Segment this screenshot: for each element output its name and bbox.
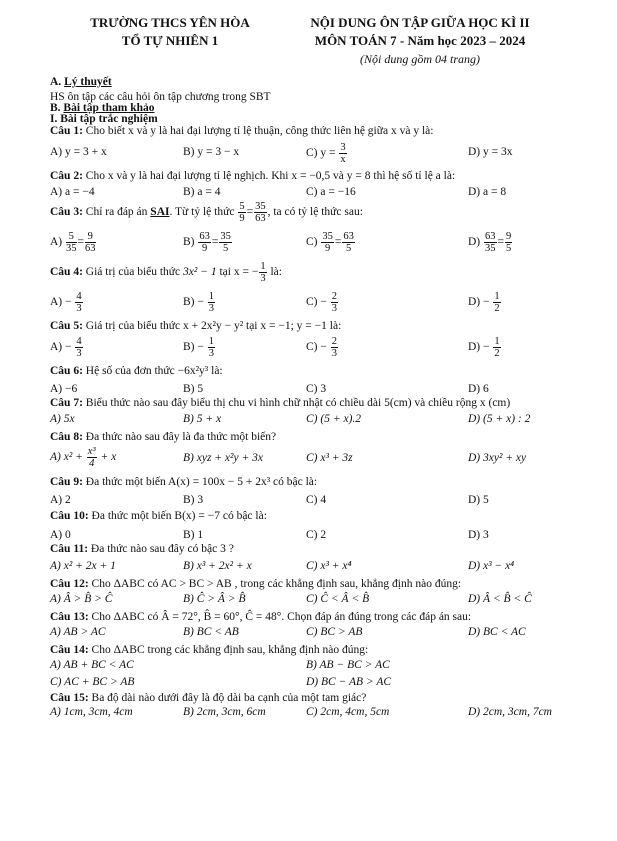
question-5 [50, 320, 590, 332]
numerator: 5 [239, 201, 245, 212]
fraction [85, 231, 96, 254]
doc-note: (Nội dung gồm 04 trang) [360, 52, 480, 66]
fraction [493, 336, 500, 359]
question-label: Câu 15: [50, 692, 89, 704]
question-9 [50, 476, 590, 488]
fraction [342, 231, 355, 254]
answer-a: A) 0 [50, 529, 71, 541]
expression: 3x² − 1 [183, 266, 217, 279]
section-b-title: Bài tập tham khảo [63, 102, 155, 114]
question-text: Giá trị của biểu thức x + 2x²y − y² tại x = −1; y = −1 là: [85, 320, 342, 332]
answer-b: B) 1 [183, 529, 204, 541]
question-label: Câu 4: [50, 266, 83, 279]
question-label: Câu 8: [50, 431, 83, 443]
school-name: TRƯỜNG THCS YÊN HÒA [90, 15, 250, 30]
question-8 [50, 431, 590, 443]
answer-d: D) x³ − x⁴ [468, 560, 515, 572]
answer-b: B) 5 [183, 383, 204, 395]
answers-7 [50, 413, 590, 427]
fraction [339, 142, 346, 165]
answer-b: B) a = 4 [183, 186, 221, 198]
numerator: 35 [322, 231, 333, 242]
question-12 [50, 578, 590, 590]
denominator: 5 [346, 243, 352, 254]
answer-c: C) (5 + x).2 [306, 413, 362, 425]
question-1 [50, 125, 590, 137]
denominator: 9 [325, 243, 331, 254]
answer-d: D) 3xy² + xy [468, 452, 527, 464]
answer-b: B) $\frac{63}{9}$ = $\frac{35}{5}$ [183, 231, 231, 254]
question-label: Câu 1: [50, 125, 83, 137]
answer-c: C) 2 [306, 529, 327, 541]
answer-c: C) x³ + 3z [306, 452, 353, 464]
question-text: Cho biết x và y là hai đại lượng tỉ lệ thuận, công thức liên hệ giữa x và y là: [85, 125, 434, 137]
fraction [208, 336, 215, 359]
question-label: Câu 9: [50, 476, 83, 488]
question-text: Chỉ ra đáp án [85, 206, 148, 219]
numerator: 9 [506, 231, 512, 242]
fraction [208, 291, 215, 314]
answer-d: D) − $\frac{1}{2}$ [468, 291, 500, 314]
fraction [198, 231, 211, 254]
answer-b: B) − $\frac{1}{3}$ [183, 336, 214, 359]
numerator: 63 [199, 231, 210, 242]
question-text: Đa thức một biến B(x) = −7 có bậc là: [91, 510, 267, 522]
question-text: Đa thức một biến A(x) = 100x − 5 + 2x³ có bậc là: [85, 476, 318, 488]
answers-10 [50, 529, 590, 543]
fraction [484, 231, 497, 254]
header-right [280, 14, 560, 68]
answers-2 [50, 186, 590, 200]
answer-b: B) 2cm, 3cm, 6cm [183, 706, 266, 718]
answer-b: B) AB − BC > AC [306, 659, 390, 671]
answer-d: D) BC < AC [468, 626, 526, 638]
question-text-mid: . Từ tỷ lệ thức [169, 206, 235, 219]
fraction [75, 336, 82, 359]
numerator: 63 [343, 231, 354, 242]
question-text: Cho ΔABC có AC > BC > AB , trong các khẳng định sau, khẳng định nào đúng: [91, 578, 462, 590]
answers-4 [50, 291, 590, 317]
question-text: Đa thức nào sau đây là đa thức một biến? [85, 431, 277, 443]
fraction [331, 291, 338, 314]
question-10 [50, 510, 590, 522]
answer-b: B) 3 [183, 494, 204, 506]
question-label: Câu 10: [50, 510, 89, 522]
answer-a: A) AB + BC < AC [50, 659, 134, 671]
question-label: Câu 2: [50, 170, 83, 182]
numerator: 1 [208, 291, 214, 302]
numerator: 2 [331, 291, 337, 302]
answer-a: A) − $\frac{4}{3}$ [50, 291, 82, 314]
group-name: TỔ TỰ NHIÊN 1 [121, 33, 219, 48]
answer-c: C) AC + BC > AB [50, 676, 135, 688]
question-text: Giá trị của biểu thức [85, 266, 181, 279]
section-1-heading: I. Bài tập trắc nghiệm [50, 113, 158, 125]
answers-5 [50, 336, 590, 362]
section-a-prefix: A. [50, 76, 62, 88]
denominator: 35 [66, 243, 77, 254]
answer-d: D) y = 3x [468, 146, 513, 158]
answer-c: C) Ĉ < Â < B̂ [306, 593, 370, 605]
emphasis-sai: SAI [150, 206, 170, 219]
answer-c: C) $\frac{35}{9}$ = $\frac{63}{5}$ [306, 231, 354, 254]
question-text-mid: tại x = − [219, 266, 259, 279]
fraction [254, 201, 267, 224]
question-14 [50, 644, 590, 656]
answer-d: D) − $\frac{1}{2}$ [468, 336, 500, 359]
answers-14-row2 [50, 676, 590, 690]
numerator: 1 [208, 336, 214, 347]
question-label: Câu 14: [50, 644, 89, 656]
fraction [219, 231, 232, 254]
answer-a: A) AB > AC [50, 626, 106, 638]
answers-8 [50, 446, 590, 472]
answers-14-row1 [50, 659, 590, 673]
numerator: 9 [85, 231, 96, 243]
denominator: 9 [239, 213, 245, 224]
answer-a: A) 2 [50, 494, 71, 506]
denominator: 63 [85, 243, 96, 254]
question-3: Câu 3: Chỉ ra đáp án SAI. Từ tỷ lệ thức $\frac{5}{9}$ = $\frac{35}{63}$ , ta có tỷ lệ thức sau: [50, 201, 363, 224]
denominator: 63 [255, 213, 266, 224]
answer-c: C) 3 [306, 383, 327, 395]
fraction [259, 261, 266, 284]
question-text-post: là: [270, 266, 282, 279]
answers-3 [50, 231, 590, 257]
question-text-post: , ta có tỷ lệ thức sau: [267, 206, 363, 219]
denominator: 3 [208, 348, 214, 359]
question-6 [50, 365, 590, 377]
answer-b: B) Ĉ > Â > B̂ [183, 593, 246, 605]
fraction [66, 231, 77, 254]
fraction [493, 291, 500, 314]
question-text: Biểu thức nào sau đây biểu thị chu vi hình chữ nhật có chiều dài 5(cm) và chiều rộng x (cm) [85, 397, 511, 409]
answer-c: C) 4 [306, 494, 327, 506]
answer-c: C) − $\frac{2}{3}$ [306, 336, 337, 359]
denominator: 3 [331, 303, 337, 314]
answers-6 [50, 383, 590, 397]
question-label: Câu 5: [50, 320, 83, 332]
answer-d: D) (5 + x) : 2 [468, 413, 531, 425]
numerator: 1 [260, 261, 266, 272]
answer-d: D) 5 [468, 494, 489, 506]
answer-b: B) xyz + x²y + 3x [183, 452, 263, 464]
fraction [75, 291, 82, 314]
answer-a: A) y = 3 + x [50, 146, 107, 158]
question-label: Câu 3: [50, 206, 83, 219]
fraction [505, 231, 512, 254]
denominator: 5 [506, 243, 512, 254]
answers-1 [50, 142, 590, 164]
numerator: 1 [494, 291, 500, 302]
answers-11 [50, 560, 590, 574]
fraction [238, 201, 245, 224]
answer-d: D) 3 [468, 529, 489, 541]
numerator: 1 [494, 336, 500, 347]
answer-c: C) − $\frac{2}{3}$ [306, 291, 337, 314]
answer-b: B) x³ + 2x² + x [183, 560, 252, 572]
doc-title: NỘI DUNG ÔN TẬP GIỮA HỌC KÌ II [310, 15, 530, 30]
denominator: x [340, 154, 346, 165]
numerator: 2 [331, 336, 337, 347]
section-b-prefix: B. [50, 102, 61, 114]
question-text: Cho ΔABC trong các khẳng định sau, khẳng định nào đúng: [91, 644, 369, 656]
answer-b: B) y = 3 − x [183, 146, 240, 158]
answers-13 [50, 626, 590, 640]
numerator: 35 [220, 231, 231, 242]
numerator: 4 [76, 291, 82, 302]
answer-a-post: + x [100, 451, 117, 464]
denominator: 2 [494, 303, 500, 314]
document-body [50, 76, 590, 718]
answer-a: A) $\frac{5}{35}$ = $\frac{9}{63}$ [50, 231, 96, 254]
answer-b: B) − $\frac{1}{3}$ [183, 291, 214, 314]
answer-d: D) 6 [468, 383, 489, 395]
denominator: 3 [76, 303, 82, 314]
answer-c-lhs: y = [320, 147, 336, 160]
question-2 [50, 170, 590, 182]
answers-9 [50, 494, 590, 508]
answer-c: C) a = −16 [306, 186, 356, 198]
answer-c [306, 142, 348, 165]
answer-d: D) $\frac{63}{35}$ = $\frac{9}{5}$ [468, 231, 512, 254]
answer-d: D) Â < B̂ < Ĉ [468, 593, 532, 605]
fraction [321, 231, 334, 254]
answer-a: A) −6 [50, 383, 78, 395]
question-label: Câu 6: [50, 365, 83, 377]
answer-c: C) BC > AB [306, 626, 363, 638]
fraction [331, 336, 338, 359]
answers-12 [50, 593, 590, 607]
answer-a: A) x² + 2x + 1 [50, 560, 116, 572]
answer-d: D) 2cm, 3cm, 7cm [468, 706, 552, 718]
denominator: 3 [260, 273, 266, 284]
question-7 [50, 397, 590, 409]
answer-c: C) 2cm, 4cm, 5cm [306, 706, 390, 718]
denominator: 2 [494, 348, 500, 359]
numerator: 3 [340, 142, 346, 153]
question-text: Đa thức nào sau đây có bậc 3 ? [90, 543, 234, 555]
answer-a-pre: A) x² + [50, 451, 83, 464]
answer-a: A) 5x [50, 413, 75, 425]
question-label: Câu 12: [50, 578, 89, 590]
answer-a [50, 446, 116, 469]
denominator: 3 [208, 303, 214, 314]
denominator: 4 [89, 458, 95, 469]
numerator: 5 [66, 231, 77, 243]
answer-d: D) a = 8 [468, 186, 507, 198]
question-13 [50, 611, 590, 623]
fraction [87, 446, 97, 469]
denominator: 35 [485, 243, 496, 254]
denominator: 5 [223, 243, 229, 254]
numerator: 63 [485, 231, 496, 242]
denominator: 3 [331, 348, 337, 359]
question-text: Cho x và y là hai đại lượng tỉ lệ nghịch. Khi x = −0,5 và y = 8 thì hệ số tỉ lệ a là: [85, 170, 456, 182]
section-a-heading [50, 76, 590, 88]
answer-c: C) x³ + x⁴ [306, 560, 352, 572]
question-4 [50, 261, 590, 287]
answer-c-prefix: C) [306, 147, 318, 160]
answer-b: B) BC < AB [183, 626, 239, 638]
question-15 [50, 692, 590, 704]
numerator: 35 [255, 201, 266, 212]
question-text: Cho ΔABC có Â = 72°, B̂ = 60°, Ĉ = 48°. Chọn đáp án đúng trong các đáp án sau: [91, 611, 472, 623]
answers-15 [50, 706, 590, 720]
denominator: 9 [202, 243, 208, 254]
answer-a: A) a = −4 [50, 186, 95, 198]
question-11 [50, 543, 590, 555]
question-label: Câu 7: [50, 397, 83, 409]
question-text: Ba độ dài nào dưới đây là độ dài ba cạnh của một tam giác? [91, 692, 367, 704]
question-text: Hệ số của đơn thức −6x²y³ là: [85, 365, 223, 377]
doc-subtitle: MÔN TOÁN 7 - Năm học 2023 – 2024 [314, 33, 526, 48]
header-left [60, 14, 280, 50]
denominator: 3 [76, 348, 82, 359]
answer-a: A) 1cm, 3cm, 4cm [50, 706, 133, 718]
section-a-text: HS ôn tập các câu hỏi ôn tập chương trong SBT [50, 91, 271, 103]
question-label: Câu 13: [50, 611, 89, 623]
numerator: x³ [87, 446, 96, 457]
numerator: 4 [76, 336, 82, 347]
answer-b: B) 5 + x [183, 413, 222, 425]
answer-d: D) BC − AB > AC [306, 676, 392, 688]
answer-a: A) − $\frac{4}{3}$ [50, 336, 82, 359]
question-label: Câu 11: [50, 543, 89, 555]
answer-a: A) Â > B̂ > Ĉ [50, 593, 113, 605]
section-a-title: Lý thuyết [64, 76, 112, 88]
